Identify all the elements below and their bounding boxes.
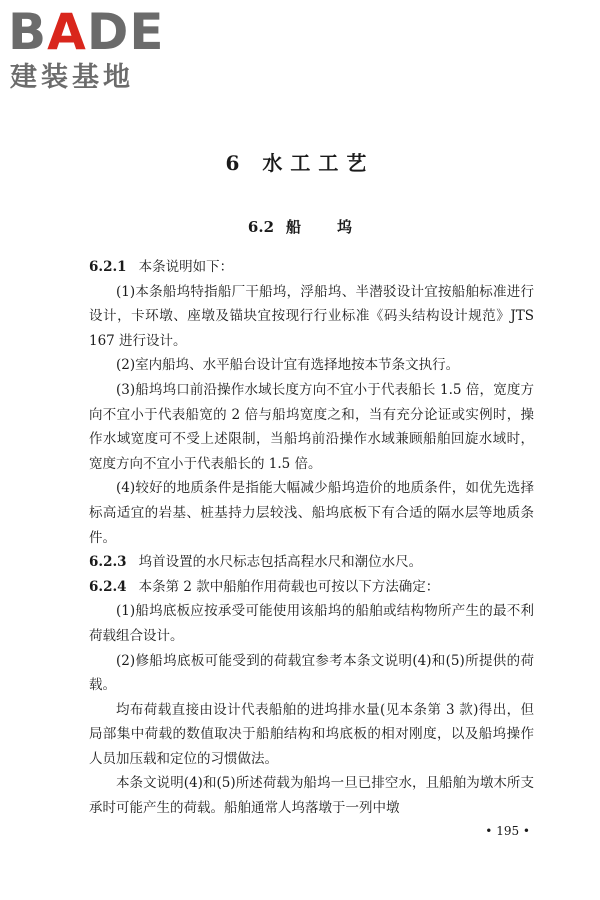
section-word-2: 坞 xyxy=(337,218,353,236)
clause-number: 6.2.1 xyxy=(89,259,127,275)
paragraph xyxy=(89,575,534,600)
logo-letters-de: DE xyxy=(86,3,165,61)
paragraph: 本条文说明(4)和(5)所述荷载为船坞一旦已排空水，且船舶为墩木所支承时可能产生的荷载。船舶通常人坞落墩于一列中墩 xyxy=(89,775,534,817)
paragraph: (1)本条船坞特指船厂干船坞，浮船坞、半潜驳设计宜按船舶标准进行设计，卡环墩、座墩及锚块宜按现行行业标准《码头结构设计规范》JTS 167 进行设计。 xyxy=(89,283,534,349)
chapter-title: 6 水工工艺 xyxy=(225,151,375,175)
section-title xyxy=(0,216,600,238)
paragraph-text: 本条说明如下： xyxy=(138,259,234,275)
paragraph: (4)较好的地质条件是指能大幅减少船坞造价的地质条件，如优先选择标高适宜的岩基、桩基持力层较浅、船坞底板下有合适的隔水层等地质条件。 xyxy=(89,480,534,546)
logo-letter-b: B xyxy=(8,3,48,61)
logo-subtitle: 建装基地 xyxy=(10,62,134,93)
section-word-1: 船 xyxy=(286,218,302,236)
paragraph-text: 本条第 2 款中船舶作用荷载也可按以下方法确定： xyxy=(138,578,440,595)
logo-wordmark xyxy=(8,4,165,60)
body-text xyxy=(89,255,534,821)
paragraph xyxy=(89,255,534,280)
paragraph-text: 坞首设置的水尺标志包括高程水尺和潮位水尺。 xyxy=(138,554,423,571)
page-number: • 195 • xyxy=(485,824,530,838)
paragraph xyxy=(89,550,534,575)
logo-letter-a: A xyxy=(47,3,87,61)
paragraph: (3)船坞坞口前沿操作水域长度方向不宜小于代表船长 1.5 倍，宽度方向不宜小于代表船宽的 2 倍与船坞宽度之和，当有充分论证或实例时，操作水域宽度可不受上述限制，当船坞前沿操作水域兼顾船舶回旋水域时，宽度方向不宜小于代表船长的 1.5 倍。 xyxy=(89,381,534,472)
clause-number: 6.2.3 xyxy=(89,554,127,571)
paragraph: (1)船坞底板应按承受可能使用该船坞的船舶或结构物所产生的最不利荷载组合设计。 xyxy=(89,603,534,644)
section-number: 6.2 xyxy=(247,218,275,236)
brand-logo xyxy=(8,4,178,99)
paragraph: (2)室内船坞、水平船台设计宜有选择地按本节条文执行。 xyxy=(116,357,460,374)
paragraph: 均布荷载直接由设计代表船舶的进坞排水量(见本条第 3 款)得出，但局部集中荷载的数值取决于船舶结构和坞底板的相对刚度，以及船坞操作人员加压载和定位的习惯做法。 xyxy=(89,701,534,767)
paragraph: (2)修船坞底板可能受到的荷载宜参考本条文说明(4)和(5)所提供的荷载。 xyxy=(89,652,534,694)
clause-number: 6.2.4 xyxy=(89,578,127,595)
